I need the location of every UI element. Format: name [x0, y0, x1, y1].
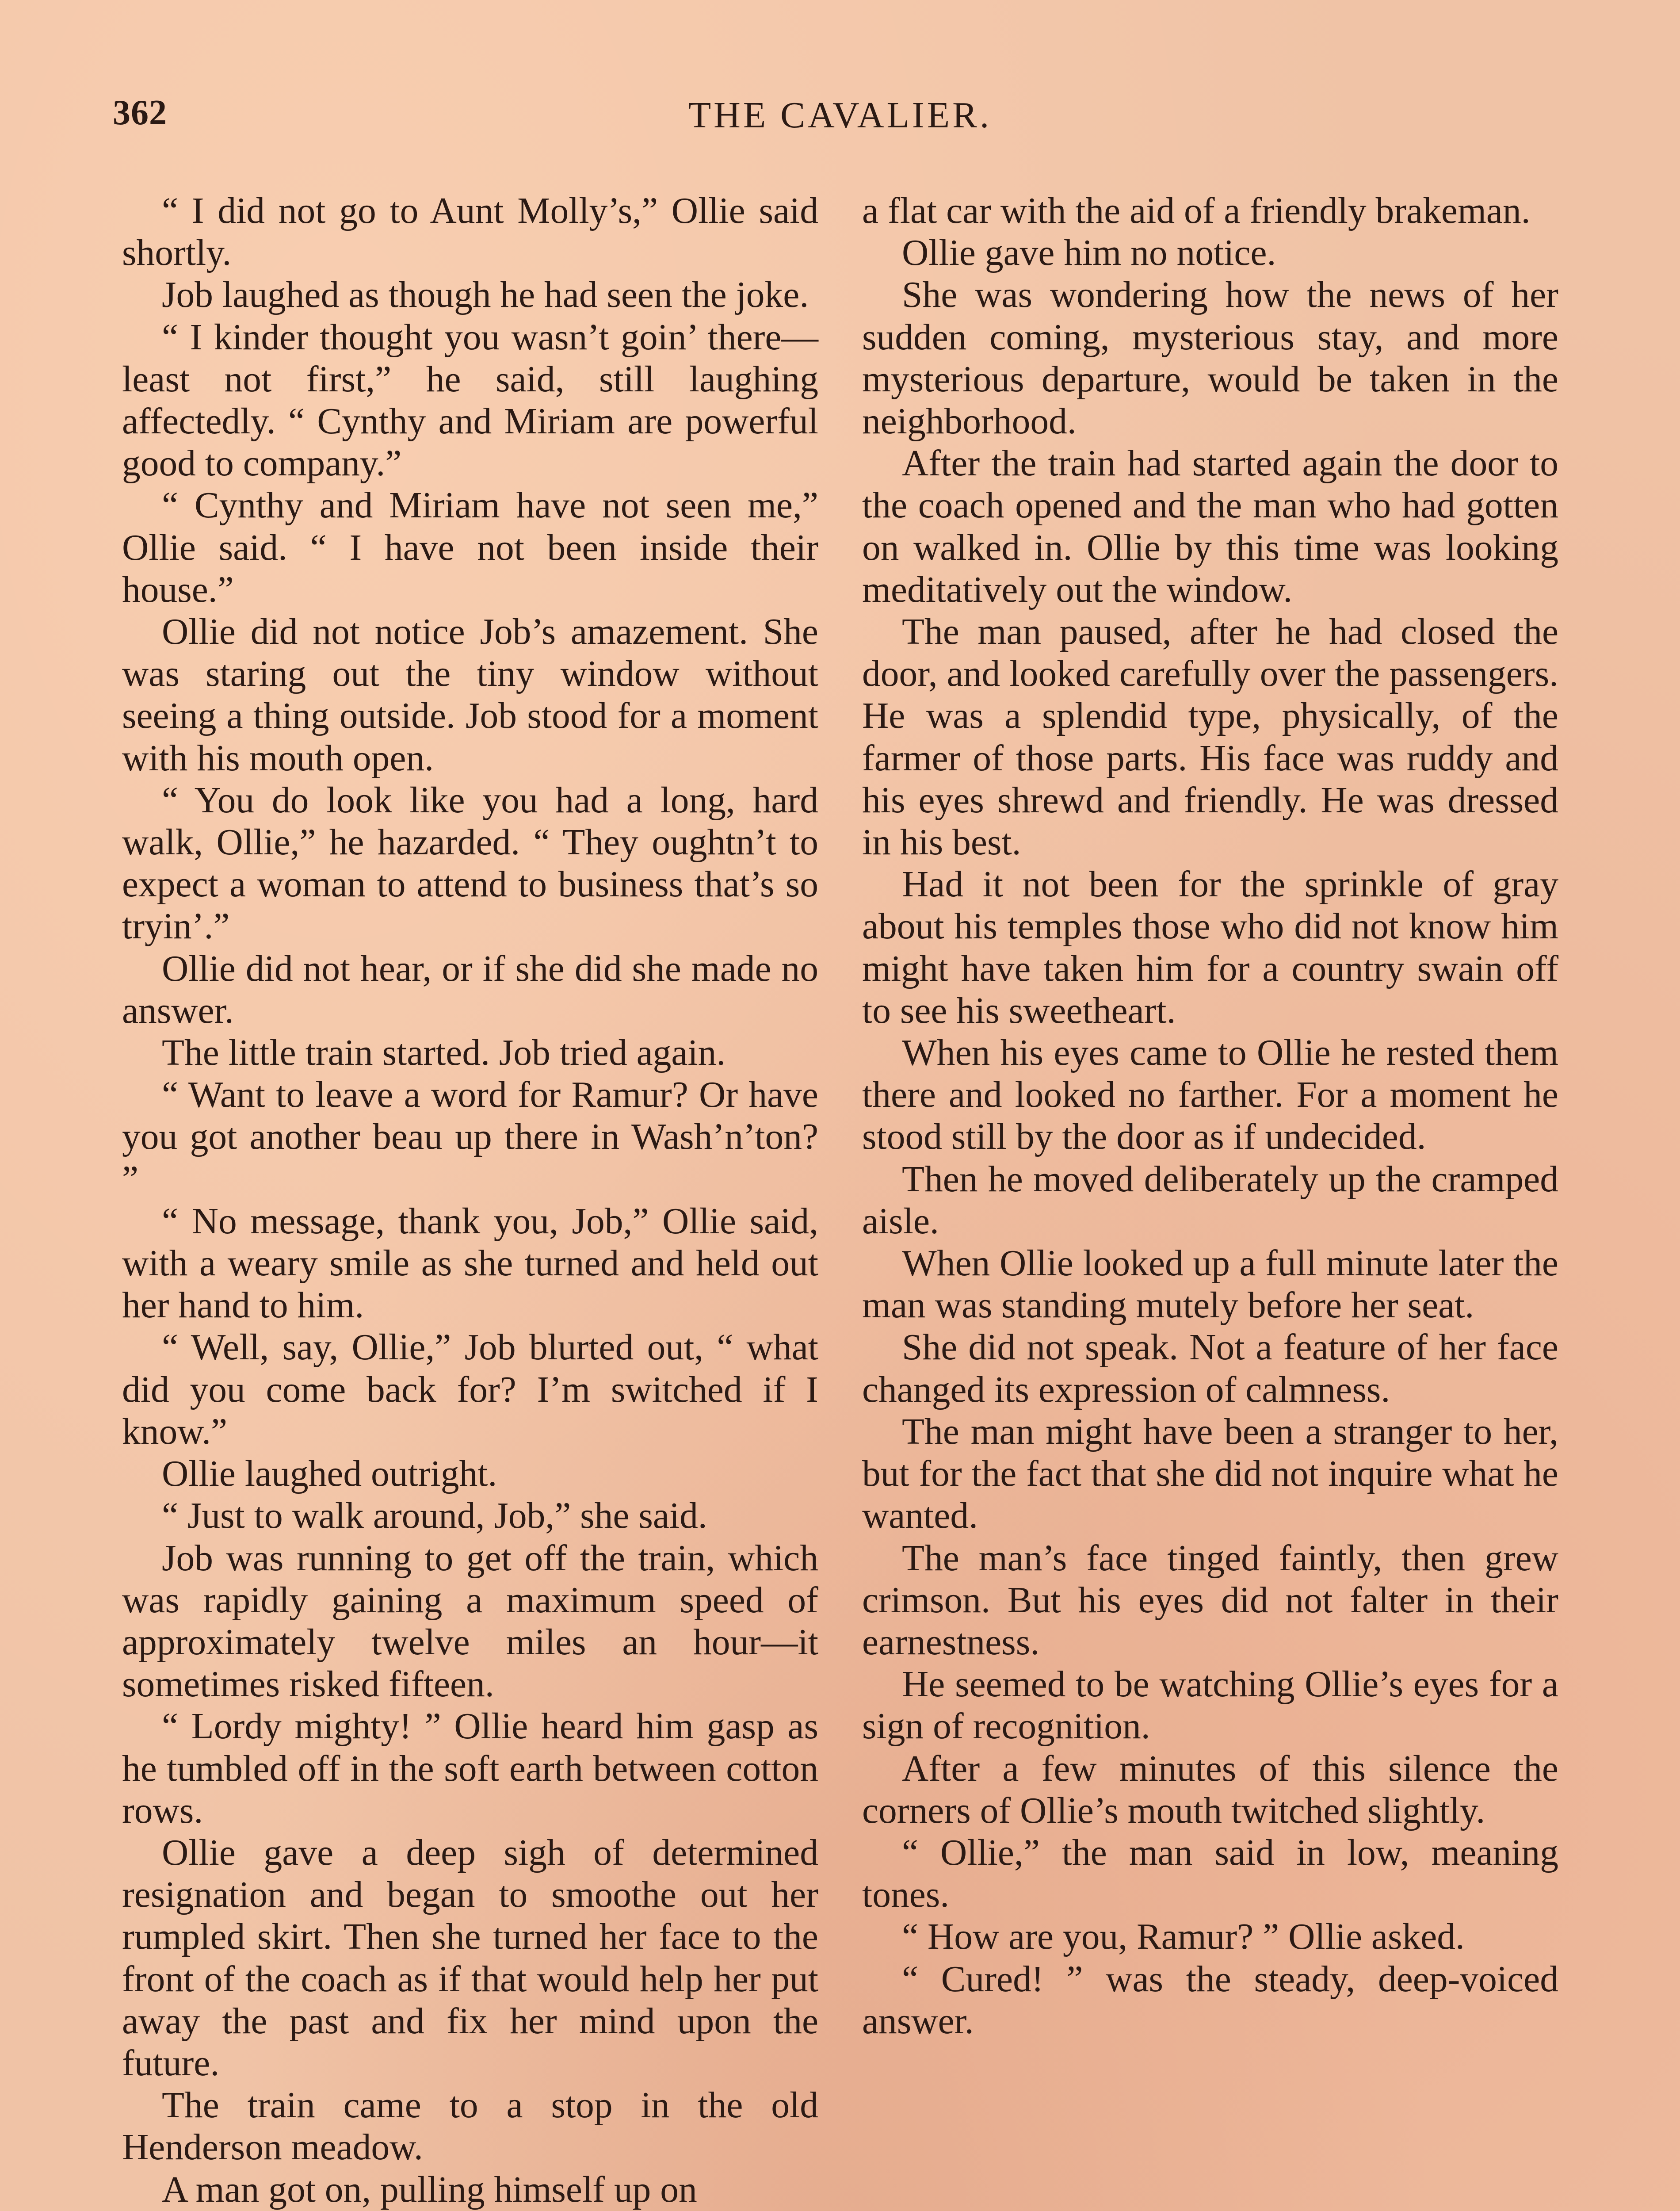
paragraph: “ Lordy mighty! ” Ollie heard him gasp as he tumbled off in the soft earth between cotton rows. [122, 1706, 818, 1831]
paragraph: “ Well, say, Ollie,” Job blurted out, “ what did you come back for? I’m switched if I know.” [122, 1327, 818, 1452]
paragraph: After a few minutes of this silence the corners of Ollie’s mouth twitched slightly. [862, 1748, 1558, 1831]
paragraph: “ Just to walk around, Job,” she said. [162, 1496, 707, 1537]
text-column-left [122, 190, 818, 2211]
paragraph: “ Cured! ” was the steady, deep-voiced answer. [862, 1959, 1558, 2042]
running-head: THE CAVALIER. [688, 95, 992, 136]
paragraph: The little train started. Job tried again. [162, 1033, 726, 1074]
paragraph: The man might have been a stranger to her, but for the fact that she did not inquire what he wanted. [862, 1411, 1558, 1537]
paragraph: Ollie gave him no notice. [902, 233, 1276, 274]
paragraph: Ollie did not notice Job’s amazement. She was staring out the tiny window without seeing a thing outside. Job stood for a moment with his mouth open. [122, 612, 818, 779]
paragraph: “ I did not go to Aunt Molly’s,” Ollie said shortly. [122, 191, 818, 274]
paragraph: After the train had started again the door to the coach opened and the man who had gotten on walked in. Ollie by this time was looking meditatively out the window. [862, 443, 1558, 610]
paragraph: When his eyes came to Ollie he rested them there and looked no farther. For a moment he stood still by the door as if undecided. [862, 1033, 1558, 1158]
page-header [0, 88, 1680, 142]
paragraph: She did not speak. Not a feature of her face changed its expression of calmness. [862, 1327, 1558, 1410]
page-number: 362 [113, 93, 167, 132]
paragraph: When Ollie looked up a full minute later the man was standing mutely before her seat. [862, 1243, 1558, 1326]
paragraph: The man’s face tinged faintly, then grew crimson. But his eyes did not falter in their earnestness. [862, 1538, 1558, 1663]
paragraph: “ How are you, Ramur? ” Ollie asked. [902, 1916, 1465, 1958]
paragraph: Job was running to get off the train, which was rapidly gaining a maximum speed of approximately twelve miles an hour—it sometimes risked fifteen. [122, 1538, 818, 1705]
text-column-right [862, 190, 1558, 2043]
paragraph: Ollie gave a deep sigh of determined resignation and began to smoothe out her rumpled skirt. Then she turned her face to the front of the coach as if that would help her put away the past and fix her mind upon the future. [122, 1832, 818, 2084]
paragraph: Job laughed as though he had seen the joke. [162, 275, 809, 316]
paragraph: Ollie laughed outright. [162, 1454, 497, 1495]
paragraph: “ You do look like you had a long, hard walk, Ollie,” he hazarded. “ They oughtn’t to expect a woman to attend to business that’s so tryin’.” [122, 780, 818, 947]
paragraph: “ No message, thank you, Job,” Ollie said, with a weary smile as she turned and held out her hand to him. [122, 1201, 818, 1326]
paragraph: A man got on, pulling himself up on [162, 2169, 697, 2210]
paragraph: “ Ollie,” the man said in low, meaning tones. [862, 1832, 1558, 1916]
paragraph: She was wondering how the news of her sudden coming, mysterious stay, and more mysterious departure, would be taken in the neighborhood. [862, 275, 1558, 442]
paragraph: Then he moved deliberately up the cramped aisle. [862, 1159, 1558, 1242]
paragraph: a flat car with the aid of a friendly brakeman. [862, 191, 1531, 231]
paragraph: Ollie did not hear, or if she did she made no answer. [122, 948, 818, 1031]
paragraph: He seemed to be watching Ollie’s eyes for a sign of recognition. [862, 1664, 1558, 1747]
paragraph: “ I kinder thought you wasn’t goin’ there—least not first,” he said, still laughing affectedly. “ Cynthy and Miriam are powerful good to company.” [122, 317, 818, 484]
paragraph: Had it not been for the sprinkle of gray about his temples those who did not know him might have taken him for a country swain off to see his sweetheart. [862, 864, 1558, 1031]
paragraph: “ Want to leave a word for Ramur? Or have you got another beau up there in Wash’n’ton? ” [122, 1075, 818, 1200]
paragraph: The train came to a stop in the old Henderson meadow. [122, 2085, 818, 2168]
paragraph: The man paused, after he had closed the door, and looked carefully over the passengers. He was a splendid type, physically, of the farmer of those parts. His face was ruddy and his eyes shrewd and friendly. He was dressed in his best. [862, 612, 1558, 863]
paragraph: “ Cynthy and Miriam have not seen me,” Ollie said. “ I have not been inside their house.” [122, 485, 818, 610]
